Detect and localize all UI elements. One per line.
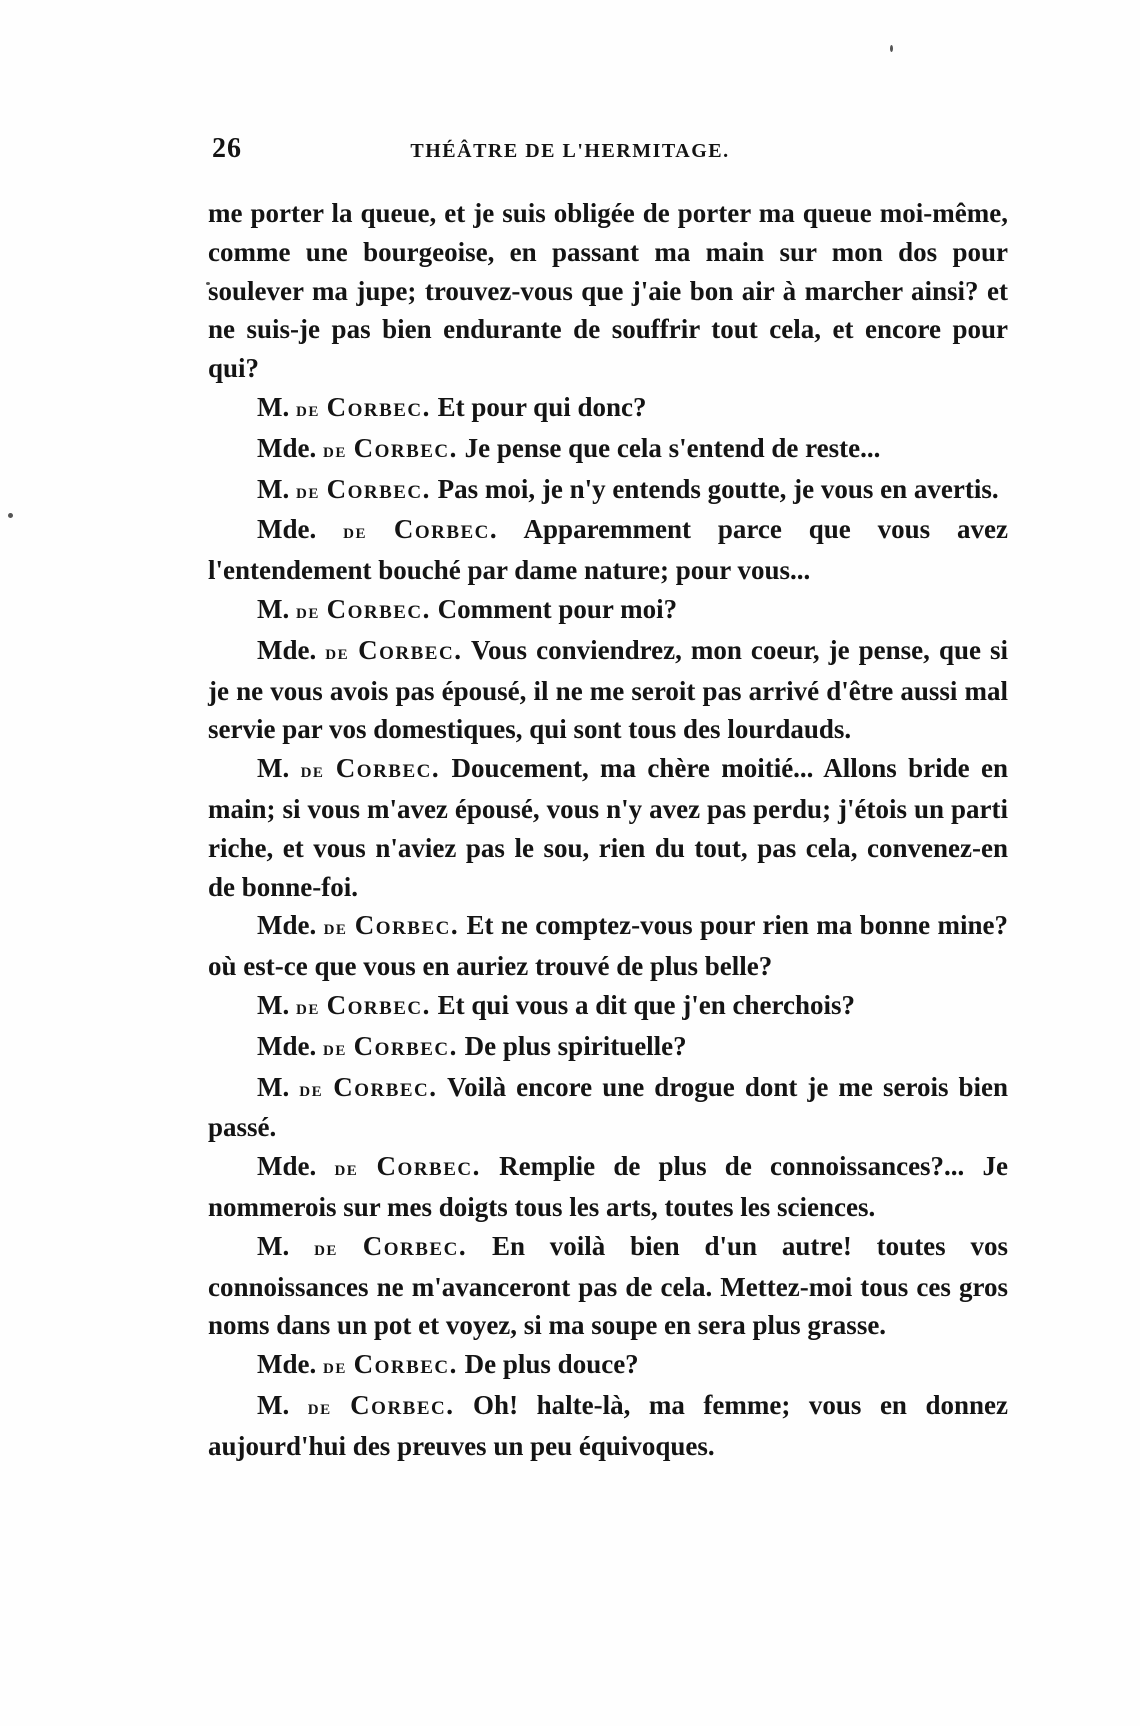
speech-text: Doucement, ma chère moitié... Allons bride en main; si vous m'avez épousé, vous n'y avez pas perdu; j'étois un parti riche, et vous n'aviez pas le sou, rien du tout, pas cela, convenez-en de bonne-foi. [208, 753, 1009, 902]
speech-paragraph [208, 1027, 1008, 1068]
speech-paragraph [208, 906, 1008, 986]
speaker-particle: de [314, 1234, 338, 1260]
opening-paragraph: me porter la queue, et je suis obligée de porter ma queue moi-même, comme une bourgeoise, en passant ma main sur mon dos pour soulever ma jupe; trouvez-vous que j'aie bon air à marcher ainsi? et ne suis-je pas bien endurante de souffrir tout cela, et encore pour qui? [208, 198, 1008, 384]
speech-text: Et qui vous a dit que j'en cherchois? [437, 989, 855, 1020]
speech-paragraph [208, 1068, 1008, 1148]
speaker-name: Corbec. [353, 1030, 458, 1061]
speech-paragraph [208, 749, 1008, 906]
speech-paragraph [208, 1147, 1008, 1227]
speech-text: Je pense que cela s'entend de reste... [464, 432, 881, 463]
speech-paragraph [208, 986, 1008, 1027]
speech-paragraph [208, 631, 1008, 749]
speaker-name: Corbec. [326, 989, 431, 1020]
speaker-particle: de [343, 518, 367, 544]
speaker-particle: de [295, 477, 320, 503]
speech-text: De plus douce? [464, 1349, 639, 1380]
scan-speck [8, 513, 13, 518]
page-number: 26 [212, 133, 242, 164]
speaker-particle: de [322, 1034, 347, 1060]
speech-paragraph [208, 429, 1008, 470]
speech-text: En voilà bien d'un autre! toutes vos connoissances ne m'avanceront pas de cela. Mettez-moi tous ces gros noms dans un pot et voyez, si ma soupe en sera plus grasse. [208, 1230, 1009, 1341]
speaker-title: Mde. [257, 432, 317, 463]
speech-text: Pas moi, je n'y entends goutte, je vous en avertis. [437, 473, 999, 504]
speech-text: Remplie de plus de connoissances?... Je nommerois sur mes doigts tous les arts, toutes les sciences. [208, 1151, 1009, 1222]
speaker-particle: de [322, 1353, 347, 1379]
speech-text: De plus spirituelle? [464, 1030, 687, 1061]
speaker-particle: de [295, 993, 320, 1019]
speaker-name: Corbec. [358, 634, 463, 665]
speech-text: Vous conviendrez, mon coeur, je pense, que si je ne vous avois pas épousé, il ne me seroit pas arrivé d'être aussi mal servie par vos domestiques, qui sont tous des lourdauds. [208, 634, 1009, 745]
speech-paragraph [208, 510, 1008, 590]
speaker-particle: de [299, 1075, 324, 1101]
speaker-title: Mde. [257, 514, 317, 545]
speaker-title: M. [257, 1389, 290, 1420]
speech-paragraph [208, 1227, 1008, 1345]
speaker-name: Corbec. [326, 391, 431, 422]
speaker-name: Corbec. [354, 910, 460, 941]
speech-paragraph [208, 1386, 1008, 1466]
speaker-particle: de [295, 597, 320, 623]
speaker-title: Mde. [257, 1030, 317, 1061]
speaker-name: Corbec. [393, 514, 499, 545]
speech-text: Oh! halte-là, ma femme; vous en donnez aujourd'hui des preuves un peu équivoques. [208, 1389, 1009, 1461]
speaker-title: M. [257, 989, 290, 1020]
speaker-name: Corbec. [333, 1071, 438, 1102]
scan-speck [890, 45, 893, 52]
speaker-title: Mde. [257, 1151, 317, 1182]
speaker-title: M. [257, 753, 290, 784]
speaker-particle: de [322, 436, 347, 462]
speaker-title: M. [257, 473, 290, 504]
speaker-title: M. [257, 593, 290, 624]
speaker-particle: de [323, 914, 348, 940]
page-body [208, 194, 1008, 1466]
speaker-particle: de [300, 757, 325, 783]
dialogue [208, 388, 1008, 1466]
speech-paragraph [208, 1345, 1008, 1386]
speaker-name: Corbec. [350, 1389, 455, 1420]
speaker-name: Corbec. [362, 1230, 468, 1261]
speech-text: Comment pour moi? [437, 593, 678, 624]
speech-paragraph [208, 388, 1008, 429]
running-head: THÉÂTRE DE L'HERMITAGE. [410, 140, 730, 162]
speaker-title: M. [257, 391, 290, 422]
speaker-title: M. [257, 1230, 290, 1261]
speech-text: Apparemment parce que vous avez l'entendement bouché par dame nature; pour vous... [208, 514, 1009, 586]
speaker-name: Corbec. [326, 593, 431, 624]
speaker-particle: de [325, 638, 350, 664]
speaker-title: Mde. [257, 910, 317, 941]
speaker-particle: de [334, 1155, 359, 1181]
speaker-name: Corbec. [335, 753, 441, 784]
speaker-name: Corbec. [353, 1349, 458, 1380]
speech-text: Et pour qui donc? [437, 391, 647, 422]
speaker-name: Corbec. [326, 473, 431, 504]
speaker-particle: de [295, 395, 320, 421]
speech-text: Et ne comptez-vous pour rien ma bonne mine? où est-ce que vous en auriez trouvé de plus belle? [208, 910, 1008, 982]
speaker-title: Mde. [257, 634, 317, 665]
speaker-name: Corbec. [353, 432, 458, 463]
speaker-name: Corbec. [376, 1151, 481, 1182]
speaker-title: M. [257, 1071, 290, 1102]
speaker-title: Mde. [257, 1349, 317, 1380]
speech-paragraph [208, 470, 1008, 511]
speech-text: Voilà encore une drogue dont je me serois bien passé. [208, 1071, 1009, 1143]
speaker-particle: de [307, 1393, 332, 1419]
speech-paragraph [208, 590, 1008, 631]
